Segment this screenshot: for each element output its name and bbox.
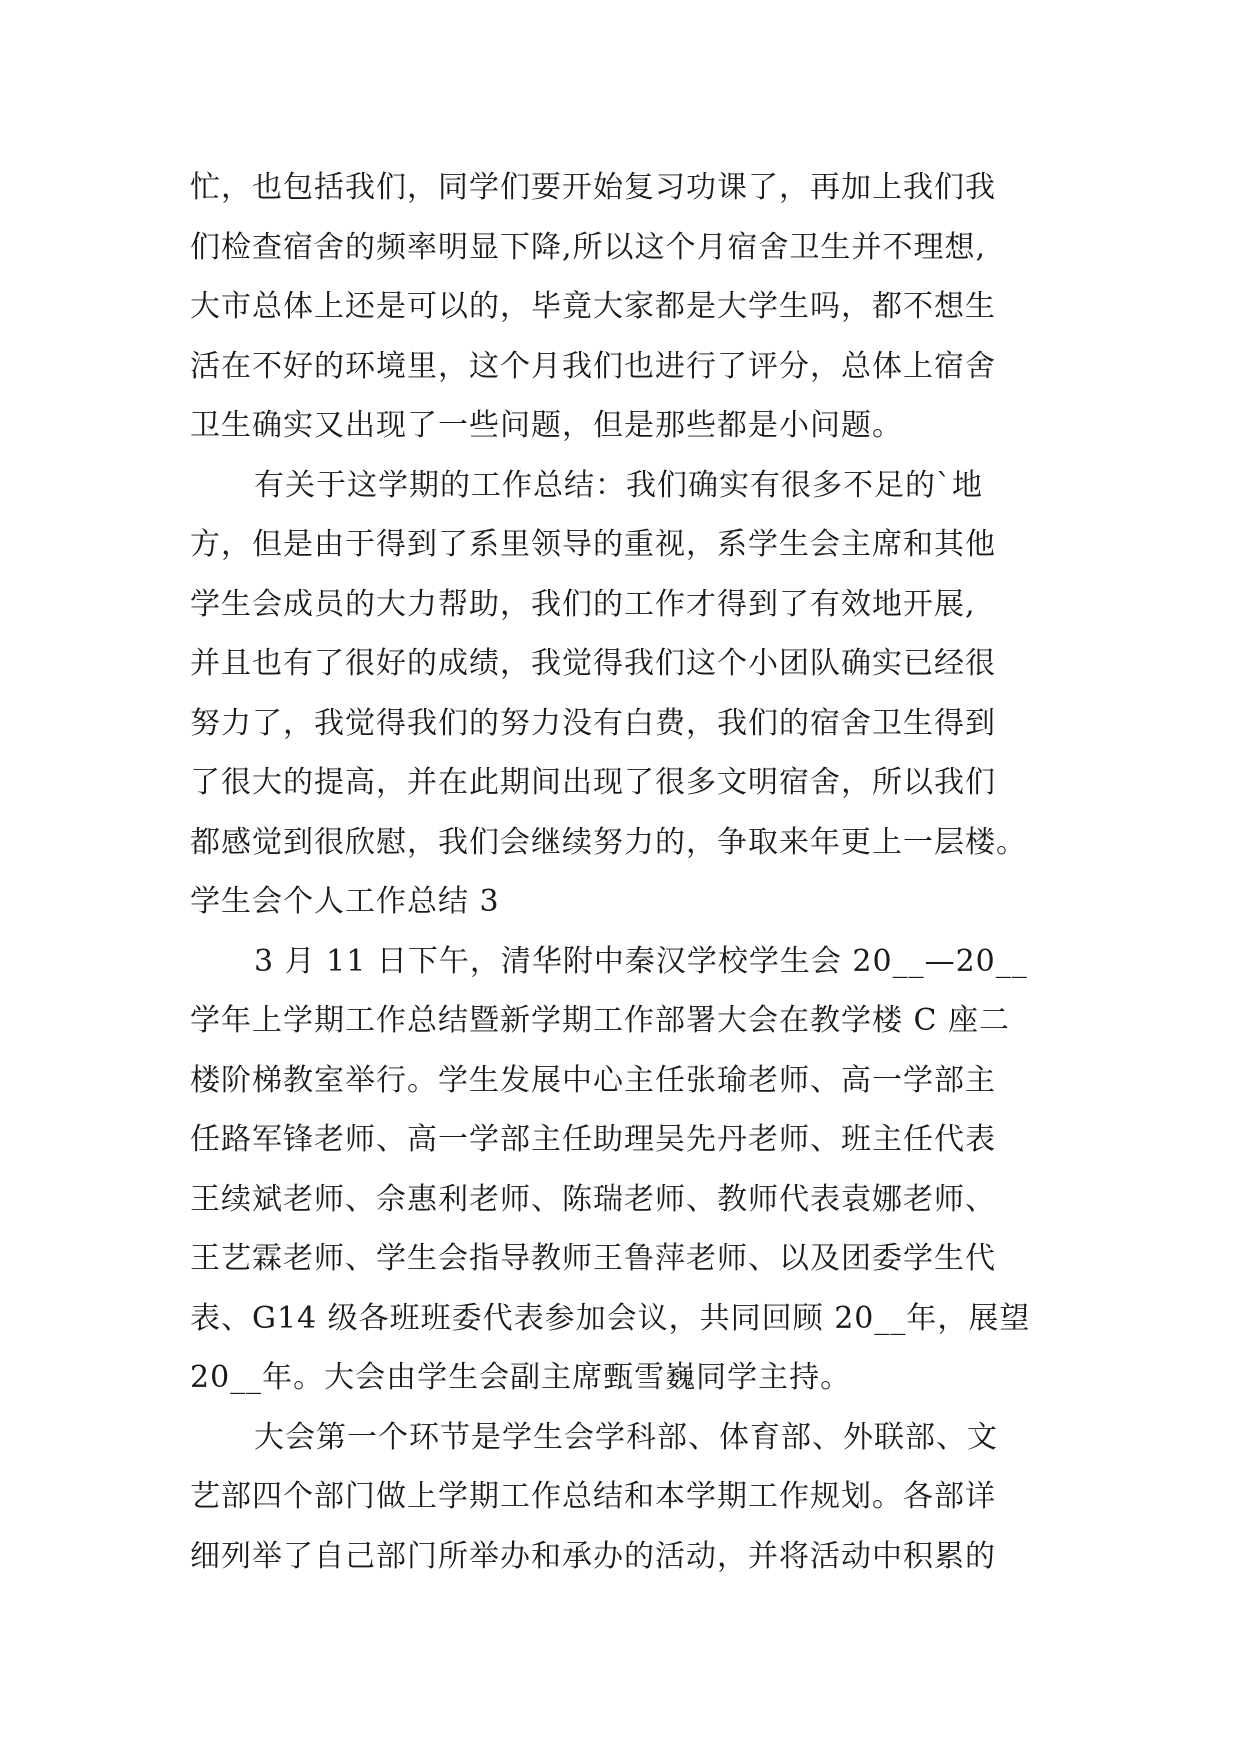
text-line: 艺部四个部门做上学期工作总结和本学期工作规划。各部详	[190, 1479, 996, 1514]
text-line: 王艺霖老师、学生会指导教师王鲁萍老师、以及团委学生代	[190, 1241, 996, 1276]
section-heading: 学生会个人工作总结 3	[190, 884, 500, 919]
text-line: 都感觉到很欣慰，我们会继续努力的，争取来年更上一层楼。	[190, 824, 1027, 860]
text-line: 了很大的提高，并在此期间出现了很多文明宿舍，所以我们	[190, 765, 996, 800]
text-line: 表、G14 级各班班委代表参加会议，共同回顾 20__年，展望	[190, 1300, 1031, 1336]
text-line: 王续斌老师、佘惠利老师、陈瑞老师、教师代表袁娜老师、	[190, 1181, 996, 1217]
text-line: 活在不好的环境里，这个月我们也进行了评分，总体上宿舍	[190, 348, 996, 384]
paragraph-start-line: 3 月 11 日下午，清华附中秦汉学校学生会 20__—20__	[254, 943, 1028, 979]
text-line: 并且也有了很好的成绩，我觉得我们这个小团队确实已经很	[190, 646, 996, 681]
text-line: 努力了，我觉得我们的努力没有白费，我们的宿舍卫生得到	[190, 705, 996, 741]
text-line: 楼阶梯教室举行。学生发展中心主任张瑜老师、高一学部主	[190, 1062, 996, 1098]
paragraph-start-line: 大会第一个环节是学生会学科部、体育部、外联部、文	[254, 1419, 998, 1455]
text-line: 忙，也包括我们，同学们要开始复习功课了，再加上我们我	[190, 170, 996, 205]
text-line: 学年上学期工作总结暨新学期工作部署大会在教学楼 C 座二	[190, 1003, 1011, 1038]
text-line: 大市总体上还是可以的，毕竟大家都是大学生吗，都不想生	[190, 289, 996, 324]
text-line: 任路军锋老师、高一学部主任助理吴先丹老师、班主任代表	[190, 1122, 996, 1157]
text-line: 们检查宿舍的频率明显下降,所以这个月宿舍卫生并不理想,	[190, 229, 987, 265]
text-line: 卫生确实又出现了一些问题，但是那些都是小问题。	[190, 408, 903, 443]
text-line: 方，但是由于得到了系里领导的重视，系学生会主席和其他	[190, 527, 996, 562]
document-body	[190, 158, 1070, 1586]
text-line: 20__年。大会由学生会副主席甄雪巍同学主持。	[190, 1360, 852, 1395]
paragraph-start-line: 有关于这学期的工作总结：我们确实有很多不足的`地	[254, 467, 983, 503]
text-line: 学生会成员的大力帮助，我们的工作才得到了有效地开展,	[190, 586, 976, 622]
text-line: 细列举了自己部门所举办和承办的活动，并将活动中积累的	[190, 1538, 996, 1574]
